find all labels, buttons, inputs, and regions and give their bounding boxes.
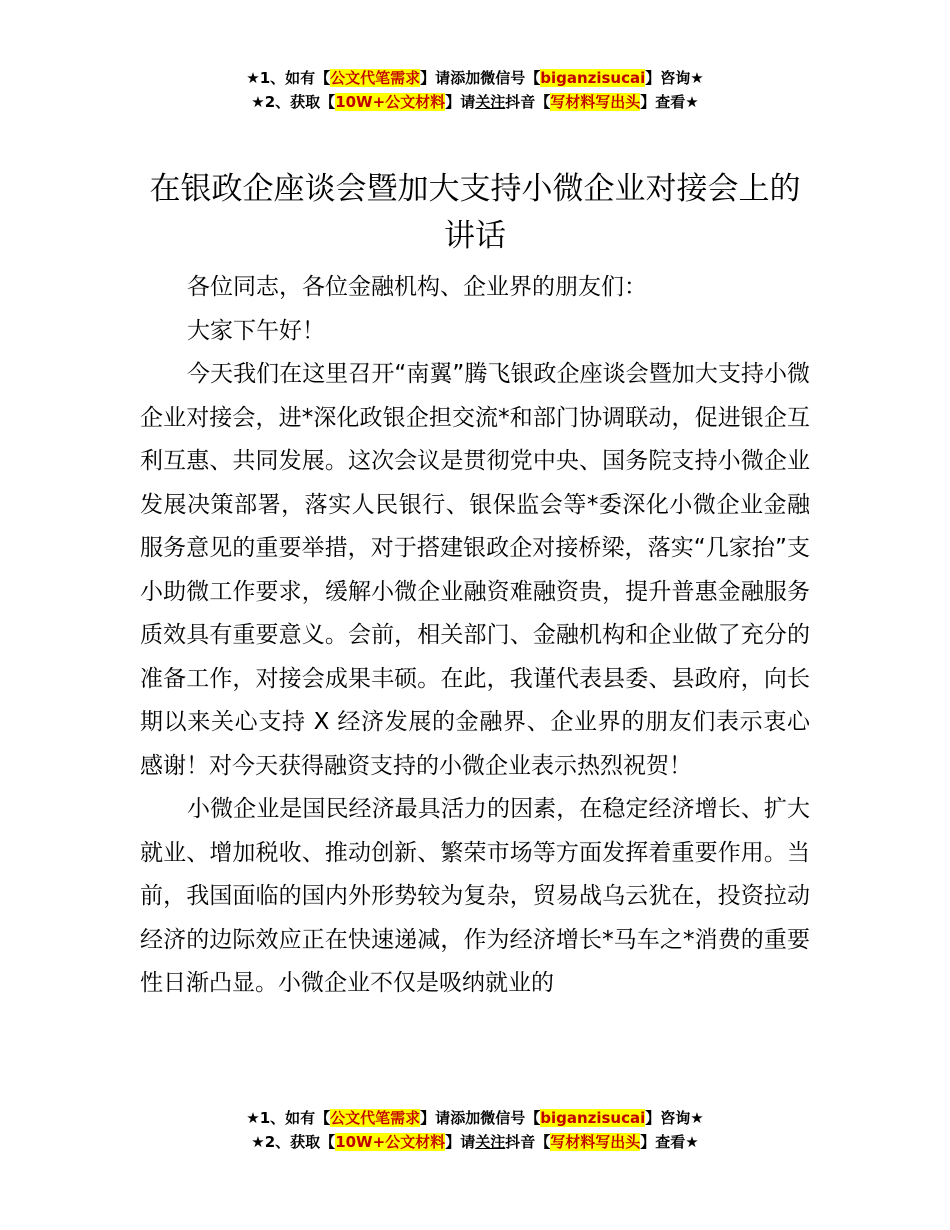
promo-text: 】请 <box>445 1133 476 1151</box>
promo-text: ★1、如有【 <box>246 1109 331 1127</box>
body-paragraph: 小微企业是国民经济最具活力的因素，在稳定经济增长、扩大就业、增加税收、推动创新、繁荣市场等方面发挥着重要作用。当前，我国面临的国内外形势较为复杂，贸易战乌云犹在，投资拉动经济的边际效应正在快速递减，作为经济增长*马车之*消费的重要性日渐凸显。小微企业不仅是吸纳就业的 <box>140 796 810 996</box>
promo-wechat-id: biganzisucai <box>540 1109 646 1127</box>
promo-highlight: 公文代笔需求 <box>330 69 421 87</box>
document-title: 在银政企座谈会暨加大支持小微企业对接会上的讲话 <box>149 171 801 254</box>
promo-text: 】查看★ <box>640 93 699 111</box>
promo-text: 】查看★ <box>640 1133 699 1151</box>
promo-text: 微信号【 <box>480 1109 541 1127</box>
body-paragraph: 今天我们在这里召开“南翼”腾飞银政企座谈会暨加大支持小微企业对接会，进*深化政银企担交流*和部门协调联动，促进银企互利互惠、共同发展。这次会议是贯彻党中央、国务院支持小微企业发展决策部署，落实人民银行、银保监会等*委深化小微企业金融服务意见的重要举措，对于搭建银政企对接桥梁，落实“几家抬”支小助微工作要求，缓解小微企业融资难融资贵，提升普惠金融服务质效具有重要意义。会前，相关部门、金融机构和企业做了充分的准备工作，对接会成果丰硕。在此，我谨代表县委、县政府，向长期以来关心支持 X 经济发展的金融界、企业界的朋友们表示衷心感谢！对今天获得融资支持的小微企业表示热烈祝贺！ <box>140 361 810 779</box>
promo-text: 】咨询★ <box>645 1109 704 1127</box>
promo-highlight: 10W+公文材料 <box>335 93 446 111</box>
promo-text: ★2、获取【 <box>251 1133 336 1151</box>
greeting-paragraph: 大家下午好！ <box>187 317 325 344</box>
document-body <box>140 266 810 1006</box>
promo-wechat-id: biganzisucai <box>540 69 646 87</box>
promo-text: 】请 <box>420 69 451 87</box>
promo-text: ★1、如有【 <box>246 69 331 87</box>
promo-line-2 <box>0 1130 950 1154</box>
promo-highlight: 10W+公文材料 <box>335 1133 446 1151</box>
promo-highlight: 公文代笔需求 <box>330 1109 421 1127</box>
promo-text: 】请 <box>420 1109 451 1127</box>
promo-line-2 <box>0 90 950 114</box>
footer-promo-banner <box>0 1106 950 1154</box>
header-promo-banner <box>0 66 950 114</box>
promo-line-1 <box>0 66 950 90</box>
promo-douyin-account: 写材料写出头 <box>550 93 641 111</box>
promo-emphasis: 关注 <box>475 93 506 111</box>
promo-line-1 <box>0 1106 950 1130</box>
promo-douyin-account: 写材料写出头 <box>550 1133 641 1151</box>
promo-emphasis: 添加 <box>450 69 481 87</box>
promo-emphasis: 关注 <box>475 1133 506 1151</box>
promo-text: 】咨询★ <box>645 69 704 87</box>
promo-text: 】请 <box>445 93 476 111</box>
promo-emphasis: 添加 <box>450 1109 481 1127</box>
promo-text: ★2、获取【 <box>251 93 336 111</box>
promo-text: 微信号【 <box>480 69 541 87</box>
promo-text: 抖音【 <box>505 93 551 111</box>
salutation-paragraph: 各位同志，各位金融机构、企业界的朋友们： <box>187 274 647 300</box>
promo-text: 抖音【 <box>505 1133 551 1151</box>
